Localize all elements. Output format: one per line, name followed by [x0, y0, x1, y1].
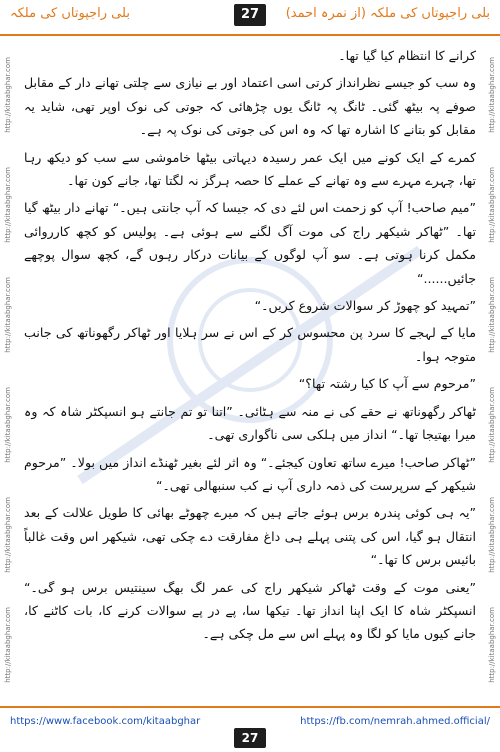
header-book-title-left: بلی راجپوتاں کی ملکہ: [10, 6, 130, 21]
paragraph: ”ٹھاکر صاحب! میرے ساتھ تعاون کیجئے۔“ وہ اثر لئے بغیر ٹھنڈے انداز میں بولا۔ ”مرحوم شیکھر کے سرپرست کی ذمہ داری آپ نے کب سنبھالی تھی۔“: [24, 454, 476, 493]
side-url: http://kitaabghar.com: [488, 387, 496, 463]
side-url: http://kitaabghar.com: [4, 57, 12, 133]
side-url: http://kitaabghar.com: [488, 277, 496, 353]
side-url: http://kitaabghar.com: [4, 497, 12, 573]
paragraph: ”میم صاحب! آپ کو زحمت اس لئے دی کہ جیسا کہ آپ جانتی ہیں۔“ تھانے دار بیٹھ گیا تھا۔ ”ٹھاکر شیکھر راج کی موت آگ لگنے سے ہوئی ہے۔ پولیس کو کچھ کارروائی مکمل کرنا ہوتی ہے۔ سو آپ لوگوں کے بیانات درکار رہوں گے، کچھ سوال پوچھے جائیں......“: [24, 200, 476, 286]
paragraph: ٹھاکر رگھوناتھ نے حقے کی نے منہ سے ہٹائی۔ ”اتنا تو تم جانتے ہو انسپکٹر شاہ کہ وہ میرا بھتیجا تھا۔“ انداز میں ہلکی سی ناگواری تھی۔: [24, 403, 476, 443]
paragraph: کمرے کے ایک کونے میں ایک عمر رسیدہ دیہاتی بیٹھا خاموشی سے سب کو دیکھ رہا تھا، چہرے مہرے سے وہ تھانے کے عملے کا حصہ ہرگز نہ لگتا تھا، جانے کون تھا۔: [24, 149, 476, 189]
side-url: http://kitaabghar.com: [4, 387, 12, 463]
side-url: http://kitaabghar.com: [488, 57, 496, 133]
paragraph: ”یعنی موت کے وقت ٹھاکر شیکھر راج کی عمر لگ بھگ سینتیس برس ہو گی۔“ انسپکٹر شاہ کا ایک اپنا انداز تھا۔ تیکھا سا، پے در پے سوالات کرنے کا، بات کاٹنے کا، جانے کیوں مایا کو لگا وہ پہلے اس سے مل چکی ہے۔: [24, 579, 476, 642]
side-url: http://kitaabghar.com: [4, 607, 12, 683]
paragraph: ”یہ ہی کوئی پندرہ برس ہوئے جاتے ہیں کہ میرے چھوٹے بھائی کا طویل علالت کے بعد انتقال ہو گیا، اس کی پتنی پہلے ہی داغ مفارقت دے چکی تھی، شیکھر اس وقت غالباً بائیس برس کا تھا۔“: [24, 505, 476, 568]
left-margin-watermark: [1, 40, 15, 700]
page-footer: [0, 706, 500, 752]
side-url: http://kitaabghar.com: [4, 167, 12, 243]
page-body: [24, 44, 476, 692]
right-margin-watermark: [485, 40, 499, 700]
footer-facebook-link-left[interactable]: https://www.facebook.com/kitaabghar: [10, 716, 201, 727]
side-url: http://kitaabghar.com: [488, 607, 496, 683]
paragraph: کرانے کا انتظام کیا گیا تھا۔: [338, 48, 476, 63]
paragraph: ”مرحوم سے آپ کا کیا رشتہ تھا؟“: [298, 376, 476, 392]
page-header: [0, 0, 500, 36]
side-url: http://kitaabghar.com: [488, 497, 496, 573]
side-url: http://kitaabghar.com: [4, 277, 12, 353]
paragraph: مایا کے لہجے کا سرد پن محسوس کر کے اس نے سر ہلایا اور ٹھاکر رگھوناتھ کی جانب متوجہ ہوا۔: [24, 325, 476, 364]
header-book-title-right: بلی راجپوتاں کی ملکہ (از نمرہ احمد): [285, 6, 490, 21]
footer-page-number: 27: [234, 728, 266, 748]
side-url: http://kitaabghar.com: [488, 167, 496, 243]
paragraph: ”تمہید کو چھوڑ کر سوالات شروع کریں۔“: [254, 298, 476, 314]
paragraph: وہ سب کو جیسے نظرانداز کرتی اسی اعتماد اور بے نیازی سے چلتی تھانے دار کے مقابل صوفے پہ بیٹھ گئی۔ ٹانگ پہ ٹانگ یوں چڑھائی کہ جوتی کی نوک اوپر تھی، شاید یہ مقابل کو بتانے کا اشارہ تھا کہ وہ اس کی جوتی کی نوک پہ ہے۔: [24, 75, 476, 138]
header-page-number: 27: [234, 4, 266, 26]
footer-facebook-link-right[interactable]: https://fb.com/nemrah.ahmed.official/: [300, 716, 490, 727]
